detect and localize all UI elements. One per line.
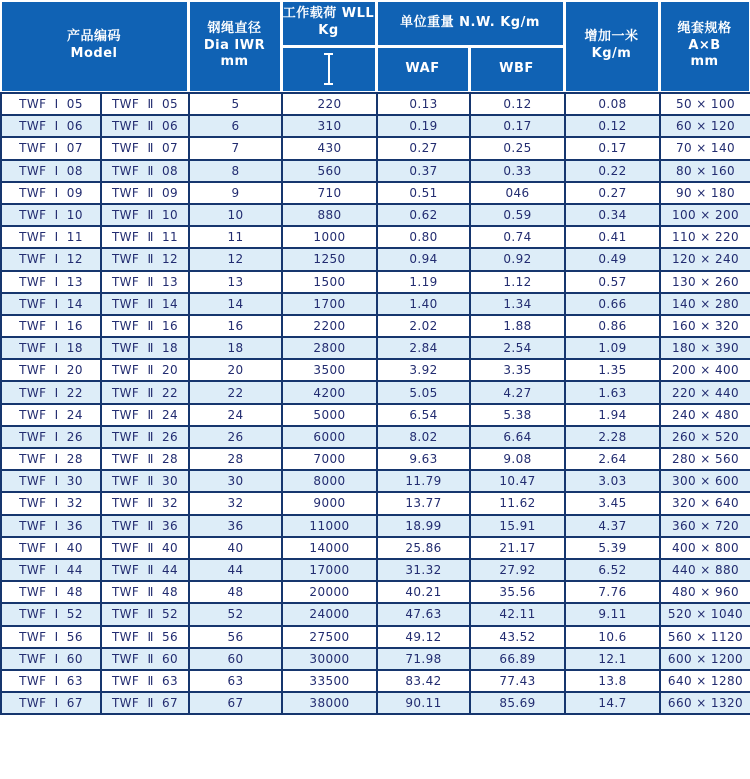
- table-row: [1, 204, 750, 226]
- value-cell: 0.19: [377, 115, 470, 137]
- value-cell: 27500: [282, 626, 377, 648]
- value-cell: 180 × 390: [660, 337, 750, 359]
- model-cell: TWF Ⅱ 16: [101, 315, 189, 337]
- value-cell: 38000: [282, 692, 377, 714]
- model-cell: TWF Ⅱ 08: [101, 160, 189, 182]
- header-sling-spec-en: A×B: [688, 37, 721, 53]
- model-cell: TWF Ⅰ 06: [1, 115, 101, 137]
- model-cell: TWF Ⅰ 10: [1, 204, 101, 226]
- value-cell: 1.88: [470, 315, 565, 337]
- value-cell: 70 × 140: [660, 137, 750, 159]
- value-cell: 3.45: [565, 492, 660, 514]
- value-cell: 6.64: [470, 426, 565, 448]
- table-row: [1, 337, 750, 359]
- value-cell: 1000: [282, 226, 377, 248]
- value-cell: 5: [189, 93, 282, 115]
- value-cell: 3.92: [377, 359, 470, 381]
- value-cell: 9.63: [377, 448, 470, 470]
- value-cell: 42.11: [470, 603, 565, 625]
- value-cell: 7.76: [565, 581, 660, 603]
- model-cell: TWF Ⅱ 44: [101, 559, 189, 581]
- value-cell: 0.66: [565, 293, 660, 315]
- value-cell: 9.11: [565, 603, 660, 625]
- value-cell: 0.86: [565, 315, 660, 337]
- value-cell: 0.92: [470, 248, 565, 270]
- value-cell: 0.08: [565, 93, 660, 115]
- model-cell: TWF Ⅱ 26: [101, 426, 189, 448]
- value-cell: 40: [189, 537, 282, 559]
- model-cell: TWF Ⅱ 52: [101, 603, 189, 625]
- value-cell: 0.57: [565, 271, 660, 293]
- value-cell: 3500: [282, 359, 377, 381]
- header-net-weight-zh: 单位重量 N.W. Kg/m: [400, 14, 540, 30]
- table-row: [1, 559, 750, 581]
- value-cell: 9.08: [470, 448, 565, 470]
- header-model-en: Model: [70, 46, 118, 61]
- table-row: [1, 381, 750, 403]
- header-wbf: WBF: [471, 48, 563, 91]
- model-cell: TWF Ⅱ 14: [101, 293, 189, 315]
- value-cell: 2.02: [377, 315, 470, 337]
- value-cell: 13: [189, 271, 282, 293]
- value-cell: 10.6: [565, 626, 660, 648]
- model-cell: TWF Ⅱ 56: [101, 626, 189, 648]
- model-cell: TWF Ⅰ 28: [1, 448, 101, 470]
- value-cell: 25.86: [377, 537, 470, 559]
- value-cell: 110 × 220: [660, 226, 750, 248]
- value-cell: 0.62: [377, 204, 470, 226]
- table-row: [1, 581, 750, 603]
- model-cell: TWF Ⅱ 30: [101, 470, 189, 492]
- model-cell: TWF Ⅱ 48: [101, 581, 189, 603]
- value-cell: 120 × 240: [660, 248, 750, 270]
- table-row: [1, 537, 750, 559]
- value-cell: 0.74: [470, 226, 565, 248]
- value-cell: 26: [189, 426, 282, 448]
- value-cell: 046: [470, 182, 565, 204]
- model-cell: TWF Ⅱ 12: [101, 248, 189, 270]
- value-cell: 13.8: [565, 670, 660, 692]
- table-row: [1, 93, 750, 115]
- value-cell: 28: [189, 448, 282, 470]
- value-cell: 11.62: [470, 492, 565, 514]
- value-cell: 280 × 560: [660, 448, 750, 470]
- value-cell: 1250: [282, 248, 377, 270]
- table-row: [1, 470, 750, 492]
- value-cell: 4.37: [565, 515, 660, 537]
- model-cell: TWF Ⅰ 14: [1, 293, 101, 315]
- value-cell: 440 × 880: [660, 559, 750, 581]
- value-cell: 100 × 200: [660, 204, 750, 226]
- value-cell: 160 × 320: [660, 315, 750, 337]
- value-cell: 6: [189, 115, 282, 137]
- value-cell: 1.35: [565, 359, 660, 381]
- value-cell: 600 × 1200: [660, 648, 750, 670]
- header-waf: WAF: [378, 48, 468, 91]
- value-cell: 50 × 100: [660, 93, 750, 115]
- table-row: [1, 182, 750, 204]
- value-cell: 1.09: [565, 337, 660, 359]
- value-cell: 27.92: [470, 559, 565, 581]
- model-cell: TWF Ⅱ 63: [101, 670, 189, 692]
- header-net-weight: [378, 2, 563, 45]
- value-cell: 1.34: [470, 293, 565, 315]
- value-cell: 1700: [282, 293, 377, 315]
- value-cell: 20: [189, 359, 282, 381]
- value-cell: 5.05: [377, 381, 470, 403]
- model-cell: TWF Ⅰ 60: [1, 648, 101, 670]
- value-cell: 24000: [282, 603, 377, 625]
- value-cell: 31.32: [377, 559, 470, 581]
- value-cell: 0.59: [470, 204, 565, 226]
- model-cell: TWF Ⅰ 08: [1, 160, 101, 182]
- value-cell: 140 × 280: [660, 293, 750, 315]
- value-cell: 560: [282, 160, 377, 182]
- value-cell: 77.43: [470, 670, 565, 692]
- value-cell: 85.69: [470, 692, 565, 714]
- table-row: [1, 248, 750, 270]
- value-cell: 1500: [282, 271, 377, 293]
- table-row: [1, 515, 750, 537]
- value-cell: 0.13: [377, 93, 470, 115]
- value-cell: 16: [189, 315, 282, 337]
- model-cell: TWF Ⅰ 40: [1, 537, 101, 559]
- model-cell: TWF Ⅱ 20: [101, 359, 189, 381]
- value-cell: 66.89: [470, 648, 565, 670]
- value-cell: 18.99: [377, 515, 470, 537]
- value-cell: 300 × 600: [660, 470, 750, 492]
- model-cell: TWF Ⅰ 24: [1, 404, 101, 426]
- model-cell: TWF Ⅱ 07: [101, 137, 189, 159]
- model-cell: TWF Ⅰ 63: [1, 670, 101, 692]
- value-cell: 30000: [282, 648, 377, 670]
- value-cell: 660 × 1320: [660, 692, 750, 714]
- header-sling-spec: [661, 2, 749, 91]
- table-row: [1, 226, 750, 248]
- table-body: [1, 93, 750, 714]
- spec-table: [0, 92, 750, 715]
- header-diameter-unit: mm: [220, 54, 249, 70]
- model-cell: TWF Ⅰ 44: [1, 559, 101, 581]
- model-cell: TWF Ⅱ 18: [101, 337, 189, 359]
- header-wll-zh: 工作载荷 WLL: [282, 6, 375, 22]
- value-cell: 5000: [282, 404, 377, 426]
- value-cell: 4.27: [470, 381, 565, 403]
- value-cell: 21.17: [470, 537, 565, 559]
- model-cell: TWF Ⅱ 28: [101, 448, 189, 470]
- header-sling-spec-zh: 绳套规格: [677, 20, 732, 36]
- header-add-per-meter-unit: Kg/m: [591, 46, 632, 61]
- value-cell: 0.41: [565, 226, 660, 248]
- value-cell: 0.27: [377, 137, 470, 159]
- value-cell: 36: [189, 515, 282, 537]
- value-cell: 12.1: [565, 648, 660, 670]
- value-cell: 0.17: [565, 137, 660, 159]
- value-cell: 0.49: [565, 248, 660, 270]
- model-cell: TWF Ⅱ 10: [101, 204, 189, 226]
- table-row: [1, 160, 750, 182]
- value-cell: 220: [282, 93, 377, 115]
- model-cell: TWF Ⅱ 67: [101, 692, 189, 714]
- value-cell: 80 × 160: [660, 160, 750, 182]
- value-cell: 43.52: [470, 626, 565, 648]
- value-cell: 0.94: [377, 248, 470, 270]
- model-cell: TWF Ⅱ 11: [101, 226, 189, 248]
- value-cell: 63: [189, 670, 282, 692]
- value-cell: 49.12: [377, 626, 470, 648]
- value-cell: 9: [189, 182, 282, 204]
- table-row: [1, 648, 750, 670]
- value-cell: 220 × 440: [660, 381, 750, 403]
- value-cell: 2200: [282, 315, 377, 337]
- value-cell: 14.7: [565, 692, 660, 714]
- model-cell: TWF Ⅰ 12: [1, 248, 101, 270]
- value-cell: 0.80: [377, 226, 470, 248]
- value-cell: 1.94: [565, 404, 660, 426]
- header-diameter-zh: 钢绳直径: [207, 20, 262, 36]
- value-cell: 1.12: [470, 271, 565, 293]
- value-cell: 3.03: [565, 470, 660, 492]
- value-cell: 8: [189, 160, 282, 182]
- table-row: [1, 626, 750, 648]
- value-cell: 11: [189, 226, 282, 248]
- table-row: [1, 448, 750, 470]
- model-cell: TWF Ⅰ 05: [1, 93, 101, 115]
- value-cell: 9000: [282, 492, 377, 514]
- value-cell: 2.64: [565, 448, 660, 470]
- value-cell: 10.47: [470, 470, 565, 492]
- value-cell: 480 × 960: [660, 581, 750, 603]
- value-cell: 260 × 520: [660, 426, 750, 448]
- model-cell: TWF Ⅰ 20: [1, 359, 101, 381]
- value-cell: 47.63: [377, 603, 470, 625]
- model-cell: TWF Ⅰ 32: [1, 492, 101, 514]
- model-cell: TWF Ⅱ 24: [101, 404, 189, 426]
- model-cell: TWF Ⅰ 16: [1, 315, 101, 337]
- value-cell: 2.54: [470, 337, 565, 359]
- table-header: [0, 0, 750, 92]
- value-cell: 52: [189, 603, 282, 625]
- value-cell: 240 × 480: [660, 404, 750, 426]
- value-cell: 30: [189, 470, 282, 492]
- model-cell: TWF Ⅱ 60: [101, 648, 189, 670]
- value-cell: 8.02: [377, 426, 470, 448]
- value-cell: 0.37: [377, 160, 470, 182]
- value-cell: 18: [189, 337, 282, 359]
- header-add-per-meter-zh: 增加一米: [584, 29, 639, 45]
- value-cell: 11.79: [377, 470, 470, 492]
- value-cell: 90.11: [377, 692, 470, 714]
- value-cell: 320 × 640: [660, 492, 750, 514]
- value-cell: 6.52: [565, 559, 660, 581]
- value-cell: 35.56: [470, 581, 565, 603]
- vertical-lift-icon: [324, 53, 333, 85]
- value-cell: 4200: [282, 381, 377, 403]
- table-row: [1, 603, 750, 625]
- model-cell: TWF Ⅰ 67: [1, 692, 101, 714]
- value-cell: 6000: [282, 426, 377, 448]
- value-cell: 880: [282, 204, 377, 226]
- header-sling-spec-unit: mm: [690, 54, 719, 70]
- header-diameter-en: Dia IWR: [203, 37, 266, 53]
- value-cell: 0.27: [565, 182, 660, 204]
- model-cell: TWF Ⅰ 11: [1, 226, 101, 248]
- table-row: [1, 404, 750, 426]
- model-cell: TWF Ⅰ 09: [1, 182, 101, 204]
- model-cell: TWF Ⅱ 09: [101, 182, 189, 204]
- value-cell: 44: [189, 559, 282, 581]
- model-cell: TWF Ⅰ 36: [1, 515, 101, 537]
- value-cell: 15.91: [470, 515, 565, 537]
- model-cell: TWF Ⅰ 48: [1, 581, 101, 603]
- value-cell: 17000: [282, 559, 377, 581]
- value-cell: 1.63: [565, 381, 660, 403]
- value-cell: 710: [282, 182, 377, 204]
- header-add-per-meter: [566, 2, 658, 91]
- value-cell: 13.77: [377, 492, 470, 514]
- model-cell: TWF Ⅱ 06: [101, 115, 189, 137]
- value-cell: 56: [189, 626, 282, 648]
- value-cell: 310: [282, 115, 377, 137]
- table-row: [1, 293, 750, 315]
- value-cell: 11000: [282, 515, 377, 537]
- value-cell: 0.22: [565, 160, 660, 182]
- value-cell: 60: [189, 648, 282, 670]
- value-cell: 200 × 400: [660, 359, 750, 381]
- header-model-zh: 产品编码: [66, 29, 121, 45]
- value-cell: 130 × 260: [660, 271, 750, 293]
- model-cell: TWF Ⅰ 30: [1, 470, 101, 492]
- value-cell: 0.25: [470, 137, 565, 159]
- value-cell: 14000: [282, 537, 377, 559]
- value-cell: 360 × 720: [660, 515, 750, 537]
- header-wll-unit: Kg: [318, 23, 339, 38]
- model-cell: TWF Ⅱ 36: [101, 515, 189, 537]
- table-row: [1, 692, 750, 714]
- model-cell: TWF Ⅰ 26: [1, 426, 101, 448]
- value-cell: 6.54: [377, 404, 470, 426]
- value-cell: 20000: [282, 581, 377, 603]
- value-cell: 2.84: [377, 337, 470, 359]
- value-cell: 520 × 1040: [660, 603, 750, 625]
- model-cell: TWF Ⅰ 13: [1, 271, 101, 293]
- value-cell: 7000: [282, 448, 377, 470]
- value-cell: 0.34: [565, 204, 660, 226]
- model-cell: TWF Ⅰ 22: [1, 381, 101, 403]
- model-cell: TWF Ⅰ 52: [1, 603, 101, 625]
- value-cell: 2.28: [565, 426, 660, 448]
- value-cell: 430: [282, 137, 377, 159]
- model-cell: TWF Ⅰ 56: [1, 626, 101, 648]
- value-cell: 40.21: [377, 581, 470, 603]
- table-row: [1, 426, 750, 448]
- model-cell: TWF Ⅱ 22: [101, 381, 189, 403]
- value-cell: 14: [189, 293, 282, 315]
- table-row: [1, 271, 750, 293]
- header-wll-symbol-cell: [283, 48, 375, 91]
- model-cell: TWF Ⅱ 13: [101, 271, 189, 293]
- value-cell: 33500: [282, 670, 377, 692]
- value-cell: 0.17: [470, 115, 565, 137]
- value-cell: 560 × 1120: [660, 626, 750, 648]
- table-row: [1, 137, 750, 159]
- value-cell: 10: [189, 204, 282, 226]
- model-cell: TWF Ⅱ 05: [101, 93, 189, 115]
- value-cell: 24: [189, 404, 282, 426]
- value-cell: 0.51: [377, 182, 470, 204]
- value-cell: 1.40: [377, 293, 470, 315]
- value-cell: 2800: [282, 337, 377, 359]
- table-row: [1, 670, 750, 692]
- value-cell: 7: [189, 137, 282, 159]
- header-diameter: [190, 2, 280, 91]
- model-cell: TWF Ⅰ 07: [1, 137, 101, 159]
- table-row: [1, 115, 750, 137]
- value-cell: 67: [189, 692, 282, 714]
- value-cell: 1.19: [377, 271, 470, 293]
- value-cell: 3.35: [470, 359, 565, 381]
- table-row: [1, 315, 750, 337]
- value-cell: 640 × 1280: [660, 670, 750, 692]
- table-row: [1, 359, 750, 381]
- model-cell: TWF Ⅱ 40: [101, 537, 189, 559]
- value-cell: 71.98: [377, 648, 470, 670]
- value-cell: 60 × 120: [660, 115, 750, 137]
- value-cell: 0.33: [470, 160, 565, 182]
- value-cell: 83.42: [377, 670, 470, 692]
- value-cell: 48: [189, 581, 282, 603]
- value-cell: 22: [189, 381, 282, 403]
- value-cell: 90 × 180: [660, 182, 750, 204]
- model-cell: TWF Ⅱ 32: [101, 492, 189, 514]
- value-cell: 8000: [282, 470, 377, 492]
- value-cell: 32: [189, 492, 282, 514]
- value-cell: 0.12: [565, 115, 660, 137]
- value-cell: 400 × 800: [660, 537, 750, 559]
- table-row: [1, 492, 750, 514]
- header-model: [2, 2, 187, 91]
- value-cell: 12: [189, 248, 282, 270]
- header-wll: [283, 2, 375, 45]
- value-cell: 5.39: [565, 537, 660, 559]
- model-cell: TWF Ⅰ 18: [1, 337, 101, 359]
- value-cell: 0.12: [470, 93, 565, 115]
- value-cell: 5.38: [470, 404, 565, 426]
